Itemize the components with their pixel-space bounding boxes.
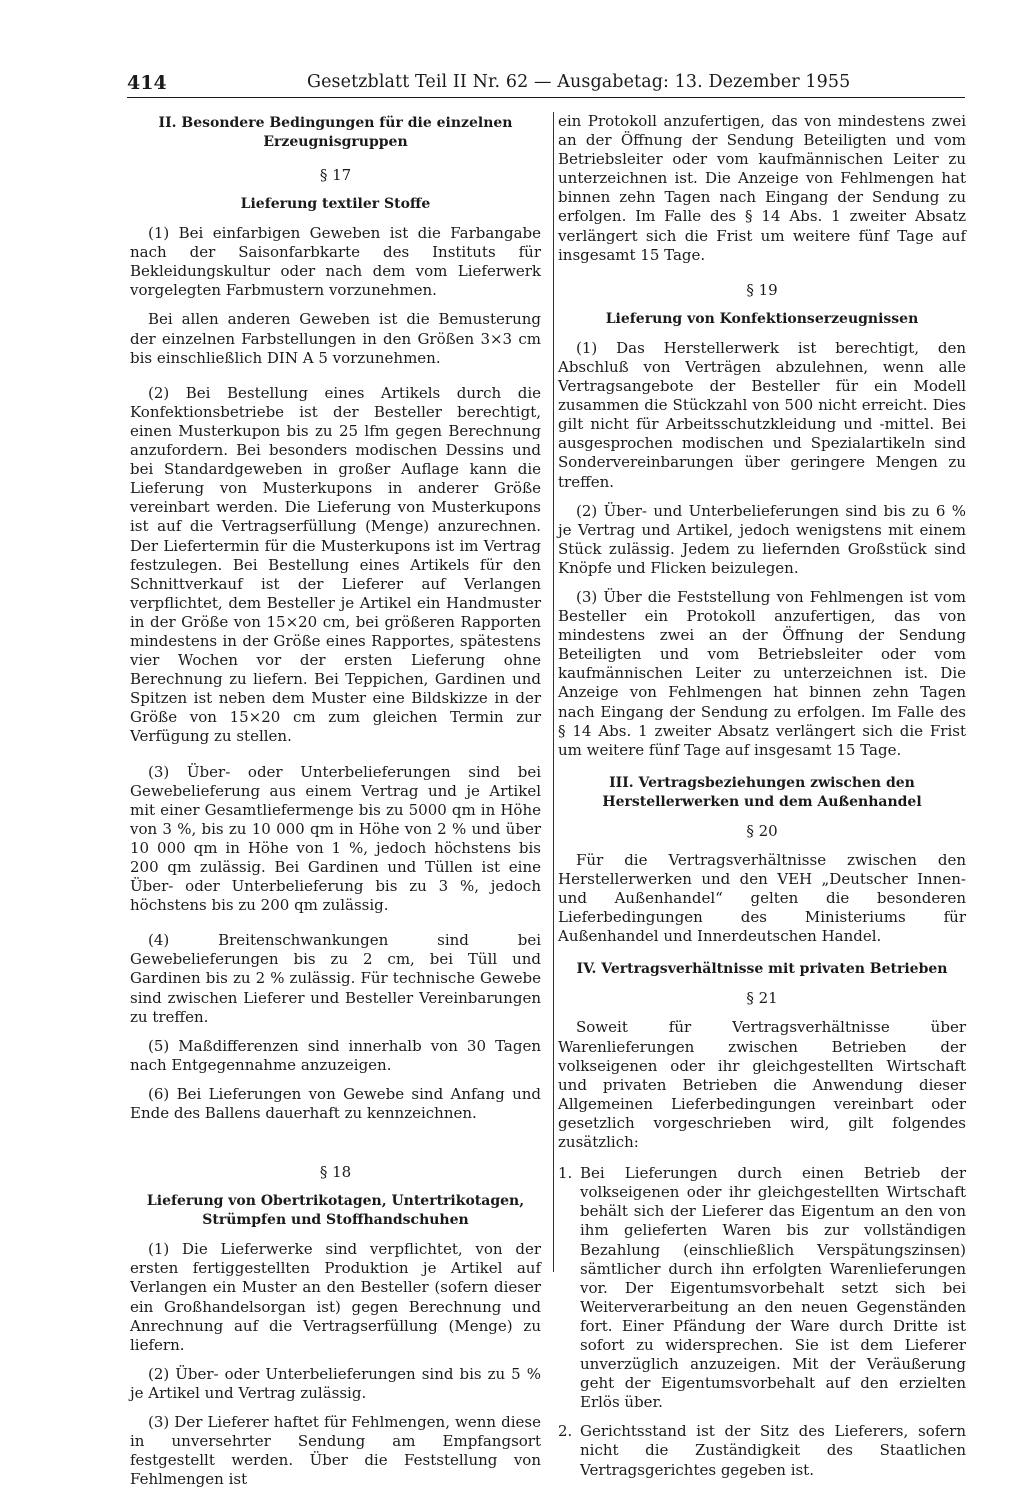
page-header [127, 68, 965, 102]
s19-para-1: (1) Das Herstellerwerk ist berechtigt, den Abschluß von Verträgen abzulehnen, wenn alle Vertragsangebote der Besteller für ein Modell zusammen die Stückzahl von 500 nicht erreicht. Dies gilt nicht für Arbeitsschutzkleidung und -mittel. Bei ausgesprochen modischen und Spezialartikeln sind Sondervereinbarungen über geringere Mengen zu treffen. [558, 338, 966, 491]
s21-intro: Soweit für Vertragsverhältnisse über Warenlieferungen zwischen Betrieben der volkseigenen oder ihr gleichgestellten Wirtschaft und privaten Betrieben die Anwendung dieser Allgemeinen Lieferbedingungen vereinbart oder gesetzlich vorgeschrieben wird, gilt folgendes zusätzlich: [558, 1018, 966, 1152]
s18-para-1: (1) Die Lieferwerke sind verpflichtet, von der ersten fertiggestellten Produktion je Artikel auf Verlangen ein Muster an den Besteller (sofern dieser ein Großhandelsorgan ist) gegen Berechnung und Anrechnung auf die Vertragserfüllung (Menge) zu liefern. [130, 1240, 541, 1354]
page-number: 414 [127, 72, 167, 94]
s17-para-1: (1) Bei einfarbigen Geweben ist die Farbangabe nach der Saisonfarbkarte des Instituts für Bekleidungskultur oder nach dem vom Lieferwerk vorgelegten Farbmustern vorzunehmen. [130, 224, 541, 300]
heading-19: Lieferung von Konfektionserzeugnissen [605, 310, 919, 327]
right-column [558, 112, 966, 1490]
running-title: Gesetzblatt Teil II Nr. 62 — Ausgabetag: 13. Dezember 1955 [307, 72, 851, 92]
s17-para-6: (6) Bei Lieferungen von Gewebe sind Anfang und Ende des Ballens dauerhaft zu kennzeichnen. [130, 1084, 541, 1123]
paragraph-sign-17: § 17 [319, 166, 352, 184]
paragraph-sign-21: § 21 [746, 989, 778, 1008]
list-item [558, 1164, 966, 1412]
section-heading-ii: II. Besondere Bedingungen für die einzelnen Erzeugnisgruppen [158, 115, 513, 150]
paragraph-sign-20: § 20 [746, 821, 778, 840]
s19-para-2: (2) Über- und Unterbelieferungen sind bis zu 6 % je Vertrag und Artikel, jedoch wenigstens mit einem Stück zulässig. Jedem zu liefernden Großstück sind Knöpfe und Flicken beizulegen. [558, 501, 966, 577]
column-divider [553, 112, 554, 1272]
section-heading-iv: IV. Vertragsverhältnisse mit privaten Betrieben [576, 961, 948, 978]
s17-para-3: (3) Über- oder Unterbelieferungen sind bei Gewebelieferung aus einem Vertrag und je Artikel mit einer Gesamtliefermenge bis zu 5000 qm in Höhe von 3 %, bis zu 10 000 qm in Höhe von 2 % und über 10 000 qm in Höhe von 1 %, jedoch höchstens bis 200 qm zulässig. Bei Gardinen und Tüllen ist eine Über- oder Unterbelieferung bis zu 3 %, jedoch höchstens bis zu 200 qm zulässig. [130, 762, 541, 915]
s17-para-4: (4) Breitenschwankungen sind bei Gewebelieferungen bis zu 2 cm, bei Tüll und Gardinen bis zu 2 % zulässig. Für technische Gewebe sind zwischen Lieferer und Besteller Vereinbarungen zu treffen. [130, 931, 541, 1026]
s17-para-2: (2) Bei Bestellung eines Artikels durch die Konfektionsbetriebe ist der Besteller berechtigt, einen Musterkupon bis zu 25 lfm gegen Berechnung anzufordern. Bei besonders modischen Dessins und bei Standardgeweben in großer Auflage kann die Lieferung von Musterkupons in anderer Größe vereinbart werden. Die Lieferung von Musterkupons ist auf die Vertragserfüllung (Menge) anzurechnen. Der Liefertermin für die Musterkupons ist im Vertrag festzulegen. Bei Bestellung eines Artikels für den Schnittverkauf ist der Lieferer auf Verlangen verpflichtet, dem Besteller je Artikel ein Handmuster in der Größe von 15×20 cm, bei größeren Rapporten mindestens in der Größe eines Rapportes, spätestens vier Wochen vor der ersten Lieferung ohne Berechnung zu liefern. Bei Teppichen, Gardinen und Spitzen ist neben dem Muster eine Bildskizze in der Größe von 15×20 cm zum gleichen Termin zur Verfügung zu stellen. [130, 383, 541, 746]
heading-17: Lieferung textiler Stoffe [240, 196, 431, 213]
s17-para-1b: Bei allen anderen Geweben ist die Bemusterung der einzelnen Farbstellungen in den Größen 3×3 cm bis einschließlich DIN A 5 vorzunehmen. [130, 310, 541, 367]
left-column [130, 112, 541, 1499]
paragraph-sign-18: § 18 [319, 1163, 352, 1182]
list-item-number: 1. [558, 1164, 573, 1183]
s20-text: Für die Vertragsverhältnisse zwischen den Herstellerwerken und den VEH „Deutscher Innen- und Außenhandel“ gelten die besonderen Lieferbedingungen des Ministeriums für Außenhandel und Innerdeutschen Handel. [558, 850, 966, 946]
s18-para-2: (2) Über- oder Unterbelieferungen sind bis zu 5 % je Artikel und Vertrag zulässig. [130, 1364, 541, 1402]
s17-para-5: (5) Maßdifferenzen sind innerhalb von 30 Tagen nach Entgegennahme anzuzeigen. [130, 1036, 541, 1074]
paragraph-sign-19: § 19 [746, 280, 778, 299]
list-item [558, 1422, 966, 1479]
s19-para-3: (3) Über die Feststellung von Fehlmengen ist vom Besteller ein Protokoll anzufertigen, das von mindestens zwei an der Öffnung der Sendung Beteiligten und vom Betriebsleiter oder vom kaufmännischen Leiter zu unterzeichnen ist. Die Anzeige von Fehlmengen hat binnen zehn Tagen nach Eingang der Sendung zu erfolgen. Im Falle des § 14 Abs. 1 zweiter Absatz verlängert sich die Frist um weitere fünf Tage auf insgesamt 15 Tage. [558, 587, 966, 759]
s18-para-3: (3) Der Lieferer haftet für Fehlmengen, wenn diese in unversehrter Sendung am Empfangsort festgestellt werden. Über die Feststellung von Fehlmengen ist [130, 1412, 541, 1489]
heading-18: Lieferung von Obertrikotagen, Untertrikotagen, Strümpfen und Stoffhandschuhen [146, 1193, 525, 1229]
list-item-text: Gerichtsstand ist der Sitz des Lieferers, sofern nicht die Zuständigkeit des Staatlichen Vertragsgerichtes gegeben ist. [580, 1422, 966, 1479]
list-item-text: Bei Lieferungen durch einen Betrieb der volkseigenen oder ihr gleichgestellten Wirtschaft behält sich der Lieferer das Eigentum an den von ihm gelieferten Waren bis zur vollständigen Bezahlung (einschließlich Verspätungszinsen) sämtlicher durch ihn erfolgten Warenlieferungen vor. Der Eigentumsvorbehalt setzt sich bei Weiterverarbeitung an den neuen Gegenständen fort. Einer Pfändung der Ware durch Dritte ist sofort zu widersprechen. Sie ist dem Lieferer unverzüglich anzuzeigen. Mit der Veräußerung geht der Eigentumsvorbehalt auf den erzielten Erlös über. [580, 1164, 966, 1412]
continued-paragraph: ein Protokoll anzufertigen, das von mindestens zwei an der Öffnung der Sendung Beteiligten und vom Betriebsleiter oder vom kaufmännischen Leiter zu unterzeichnen ist. Die Anzeige von Fehlmengen hat binnen zehn Tagen nach Eingang der Sendung zu erfolgen. Im Falle des § 14 Abs. 1 zweiter Absatz verlängert sich die Frist um weitere fünf Tage auf insgesamt 15 Tage. [558, 112, 966, 264]
section-heading-iii: III. Vertragsbeziehungen zwischen den Herstellerwerken und dem Außenhandel [602, 774, 922, 810]
header-rule [127, 97, 965, 98]
list-item-number: 2. [558, 1422, 573, 1441]
